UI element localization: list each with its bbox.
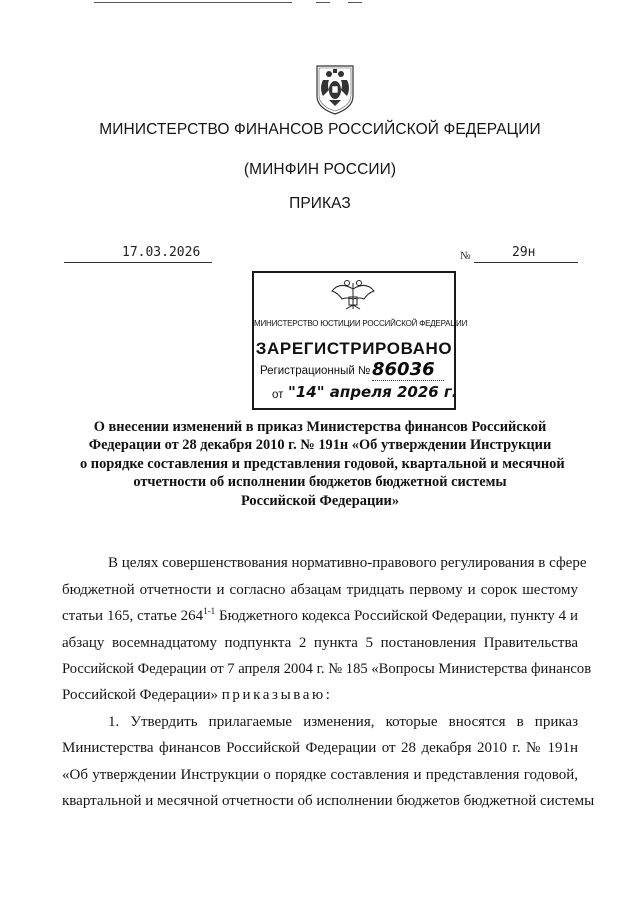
coat-of-arms-icon (313, 60, 357, 116)
order-date: 17.03.2026 (122, 245, 201, 260)
stamp-ministry-name: МИНИСТЕРСТВО ЮСТИЦИИ РОССИЙСКОЙ ФЕДЕРАЦИИ (254, 319, 468, 328)
stamp-reg-label: Регистрационный № (260, 365, 371, 377)
body-line: 1. Утвердить прилагаемые изменения, которые вносятся в приказ (108, 714, 578, 730)
body-line: Министерства финансов Российской Федерации от 28 декабря 2010 г. № 191н (62, 740, 578, 756)
title-line: Российской Федерации» (240, 492, 400, 509)
title-line: отчетности об исполнении бюджетов бюджетной системы (133, 474, 507, 491)
body-line: В целях совершенствования нормативно-правового регулирования в сфере (108, 555, 587, 571)
registration-stamp (252, 271, 468, 410)
body-line: Российской Федерации от 7 апреля 2004 г. № 185 «Вопросы Министерства финансов (62, 661, 592, 677)
body-line: абзацу восемнадцатому подпункта 2 пункта 5 постановления Правительства (62, 635, 578, 651)
stamp-reg-number: 86036 (372, 359, 444, 381)
body-line: «Об утверждении Инструкции о порядке составления и представления годовой, (62, 767, 578, 783)
order-title (80, 418, 565, 510)
title-line: о порядке составления и представления годовой, квартальной и месячной (80, 455, 565, 472)
order-number: 29н (512, 245, 536, 260)
body-line: бюджетной отчетности и согласно абзацам тридцать первому и сорок шестому (62, 582, 578, 598)
ministry-short-name: (МИНФИН РОССИИ) (243, 161, 397, 178)
body-line (62, 608, 578, 625)
order-date-field (64, 246, 212, 263)
body-line-part: статьи 165, статье 264 (62, 608, 204, 624)
order-verb: приказываю: (221, 687, 333, 703)
body-line-part: Российской Федерации» (62, 687, 222, 703)
document-type: ПРИКАЗ (289, 195, 351, 212)
stamp-date-value: "14" апреля 2026 г. (288, 383, 458, 401)
body-line-part: Бюджетного кодекса Российской Федерации, пункту 4 и (215, 608, 579, 624)
stamp-eagle-icon (328, 277, 378, 313)
stamp-status: ЗАРЕГИСТРИРОВАНО (255, 339, 453, 358)
superscript: 1-1 (203, 606, 216, 616)
body-line (62, 687, 578, 704)
ministry-name: МИНИСТЕРСТВО ФИНАНСОВ РОССИЙСКОЙ ФЕДЕРАЦИИ (99, 121, 541, 138)
title-line: Федерации от 28 декабря 2010 г. № 191н «Об утверждении Инструкции (88, 437, 552, 454)
body-line: квартальной и месячной отчетности об исполнении бюджетов бюджетной системы (62, 793, 595, 809)
stamp-date-label: от (272, 389, 284, 401)
scan-edge-line (348, 2, 362, 3)
number-sign: № (460, 250, 471, 262)
scan-edge-line (316, 2, 330, 3)
order-number-field (474, 246, 578, 263)
scan-edge-line (94, 2, 292, 3)
title-line: О внесении изменений в приказ Министерства финансов Российской (93, 419, 547, 435)
